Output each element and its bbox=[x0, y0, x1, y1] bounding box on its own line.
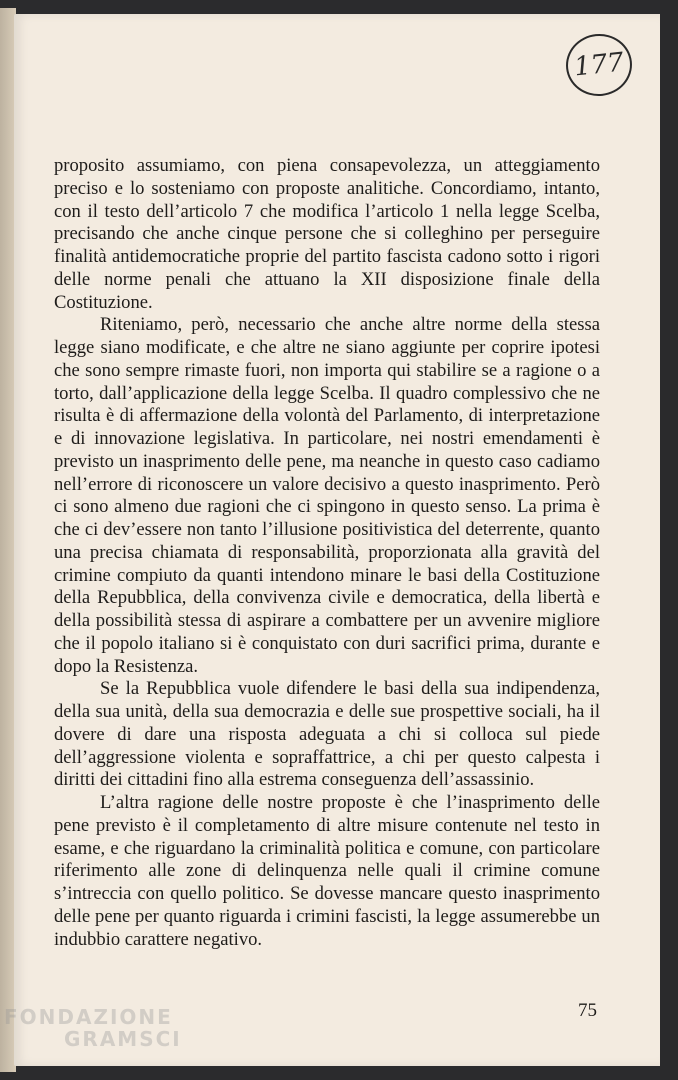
watermark bbox=[4, 1006, 182, 1050]
paragraph-4: L’altra ragione delle nostre proposte è che l’inasprimento delle pene previsto è il completamento di altre misure contenute nel testo in esame, e che riguardano la criminalità politica e comune, con particolare riferimento alle zone di delinquenza nelle quali il crimine comune s’intreccia con quello politico. Se dovesse mancare questo inasprimento delle pene per quanto riguarda i crimini fascisti, la legge assumerebbe un indubbio carattere negativo. bbox=[54, 792, 600, 950]
page-number: 75 bbox=[578, 1000, 597, 1021]
watermark-line-2: GRAMSCI bbox=[64, 1027, 182, 1051]
paragraph-1: proposito assumiamo, con piena consapevolezza, un atteggiamento preciso e lo sosteniamo con proposte analitiche. Concordiamo, intanto, con il testo dell’articolo 7 che modifica l’articolo 1 nella legge Scelba, precisando che anche cinque persone che si colleghino per perseguire finalità antidemocratiche proprie del partito fascista cadono sotto i rigori delle norme penali che attuano la XII disposizione finale della Costituzione. bbox=[54, 155, 600, 313]
paragraph-3: Se la Repubblica vuole difendere le basi della sua indipendenza, della sua unità, della sua democrazia e delle sue prospettive sociali, ha il dovere di dare una risposta adeguata a chi si colloca sul piede dell’aggressione violenta e sopraffattrice, a chi per questo calpesta i diritti dei cittadini fino alla estrema conseguenza dell’assassinio. bbox=[54, 678, 600, 791]
body-text bbox=[54, 155, 600, 951]
archive-stamp: 177 bbox=[563, 31, 635, 100]
scan-background bbox=[660, 0, 678, 1080]
watermark-line-1: FONDAZIONE bbox=[4, 1005, 173, 1029]
paragraph-2: Riteniamo, però, necessario che anche altre norme della stessa legge siano modificate, e che altre ne siano aggiunte per coprire ipotesi che sono sempre rimaste fuori, non importa qui stabilire se a ragione o a torto, dall’applicazione della legge Scelba. Il quadro complessivo che ne risulta è di affermazione della volontà del Parlamento, di interpretazione e di innovazione legislativa. In particolare, nei nostri emendamenti è previsto un inasprimento delle pene, ma neanche in questo caso cadiamo nell’errore di riconoscere un valore decisivo a questo inasprimento. Però ci sono almeno due ragioni che ci spingono in questo senso. La prima è che ci dev’essere non tanto l’illusione positivistica del deterrente, quanto una precisa chiamata di responsabilità, proporzionata alla gravità del crimine compiuto da quanti intendono minare le basi della Costituzione della Repubblica, della convivenza civile e democratica, della libertà e della possibilità stessa di aspirare a combattere per un avvenire migliore che il popolo italiano si è conquistato con duri sacrifici prima, durante e dopo la Resistenza. bbox=[54, 314, 600, 677]
